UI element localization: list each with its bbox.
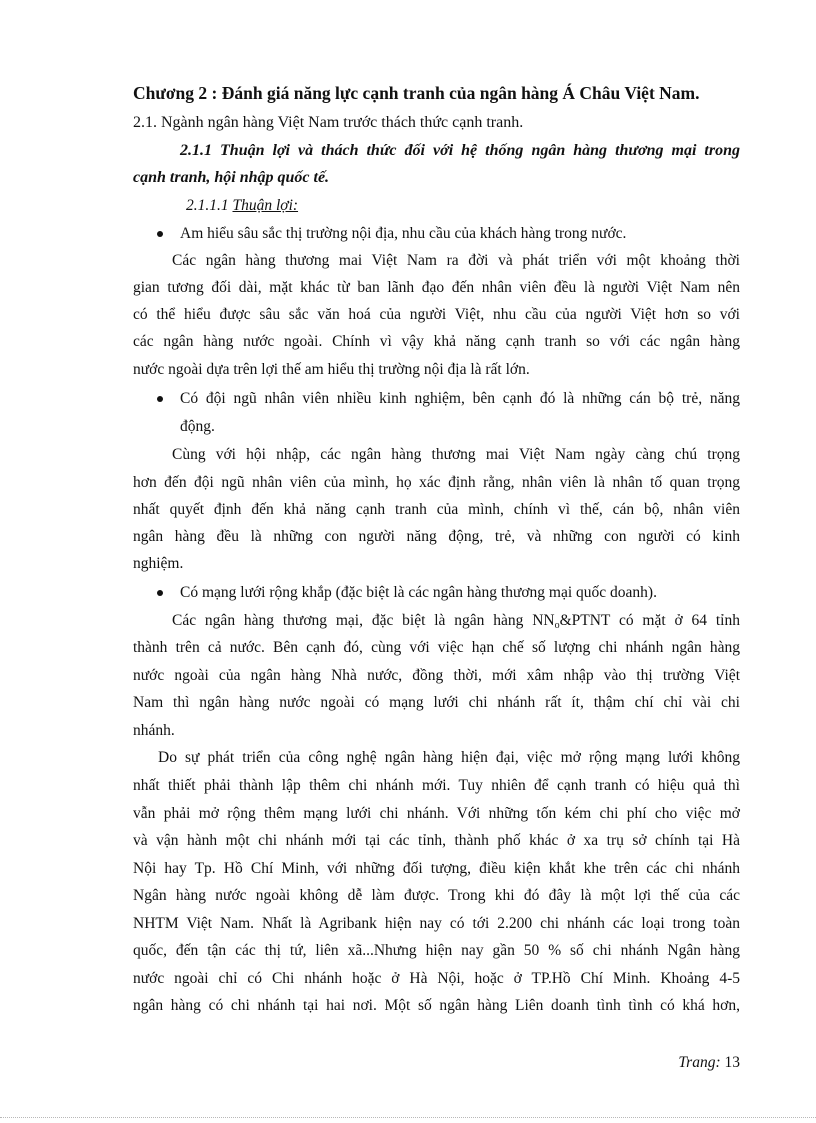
paragraph-3-line-1-end: &PTNT có mặt ở 64 tỉnh bbox=[559, 612, 740, 629]
paragraph-1-line: nước ngoài dựa trên lợi thế am hiểu thị trường nội địa là rất lớn. bbox=[133, 361, 530, 378]
bullet-item-2-line: Có đội ngũ nhân viên nhiều kinh nghiệm, bên cạnh đó là những cán bộ trẻ, năng bbox=[180, 390, 740, 407]
paragraph-4-line: quốc, đến tận các thị tứ, liên xã...Nhưng hiện nay gần 50 % số chi nhánh Ngân hàng bbox=[133, 942, 740, 959]
paragraph-4-line: NHTM Việt Nam. Nhất là Agribank hiện nay có tới 2.200 chi nhánh các loại trong toàn bbox=[133, 915, 740, 932]
subsection-title-line-1: 2.1.1 Thuận lợi và thách thức đối với hệ thống ngân hàng thương mại trong bbox=[180, 142, 740, 159]
bullet-icon bbox=[157, 590, 163, 596]
paragraph-2-line: ngân hàng đều là những con người năng động, trẻ, và những con người có kinh bbox=[133, 528, 740, 545]
paragraph-4-line: vẫn phải mở rộng thêm mạng lưới chi nhánh. Với những tốn kém chi phí cho việc mở bbox=[133, 805, 740, 822]
paragraph-1-line: Các ngân hàng thương mai Việt Nam ra đời và phát triển với một khoảng thời bbox=[172, 252, 740, 269]
paragraph-4-line: và vận hành một chi nhánh mới tại các tỉnh, thành phố khác ở xa trụ sở chính tại Hà bbox=[133, 832, 740, 849]
paragraph-4-line: ngân hàng có chi nhánh tại hai nơi. Một số ngân hàng Liên doanh tình tình có khá hơn, bbox=[133, 997, 740, 1014]
paragraph-3-line: Nam thì ngân hàng nước ngoài có mạng lưới chi nhánh rất ít, thậm chí chỉ vài chi bbox=[133, 694, 740, 711]
paragraph-4-line: Do sự phát triển của công nghệ ngân hàng hiện đại, việc mở rộng mạng lưới không bbox=[158, 749, 740, 766]
paragraph-1-line: gian tương đối dài, mặt khác từ ban lãnh đạo đến nhân viên đều là người Việt Nam nên bbox=[133, 279, 740, 296]
page-footer bbox=[640, 1054, 740, 1072]
paragraph-2-line: Cùng với hội nhập, các ngân hàng thương mai Việt Nam ngày càng chú trọng bbox=[172, 446, 740, 463]
paragraph-3-subscript: o bbox=[554, 620, 560, 631]
subsubsection-label: Thuận lợi: bbox=[232, 197, 299, 214]
page-number-label: Trang: bbox=[678, 1054, 721, 1071]
paragraph-4-line: Nội hay Tp. Hồ Chí Minh, với những đối tượng, điều kiện khắt khe trên các chi nhánh bbox=[133, 860, 740, 877]
paragraph-4-line: nước ngoài chỉ có Chi nhánh hoặc ở Hà Nội, hoặc ở TP.Hồ Chí Minh. Khoảng 4-5 bbox=[133, 970, 740, 987]
subsubsection-number: 2.1.1.1 bbox=[186, 197, 229, 214]
paragraph-3-line-1-start: Các ngân hàng thương mại, đặc biệt là ngân hàng NN bbox=[172, 612, 555, 629]
paragraph-3-line: nhánh. bbox=[133, 722, 175, 739]
paragraph-2-line: hơn đến đội ngũ nhân viên của mình, họ xác định rằng, nhân viên là nhân tố quan trọng bbox=[133, 474, 740, 491]
paragraph-1-line: các ngân hàng nước ngoài. Chính vì vậy khả năng cạnh tranh so với các ngân hàng bbox=[133, 333, 740, 350]
page-bottom-divider bbox=[0, 1117, 816, 1118]
page-number: 13 bbox=[724, 1054, 740, 1071]
bullet-item-2-line: động. bbox=[180, 418, 215, 435]
subsubsection-title bbox=[186, 196, 298, 216]
chapter-title: Chương 2 : Đánh giá năng lực cạnh tranh của ngân hàng Á Châu Việt Nam. bbox=[133, 83, 700, 103]
paragraph-3-line: nước ngoài của ngân hàng Nhà nước, đồng thời, mới xâm nhập vào thị trường Việt bbox=[133, 667, 740, 684]
section-title: 2.1. Ngành ngân hàng Việt Nam trước thách thức cạnh tranh. bbox=[133, 114, 524, 131]
bullet-icon bbox=[157, 231, 163, 237]
paragraph-4-line: Ngân hàng nước ngoài không dễ làm được. Trong khi đó đây là một lợi thế của các bbox=[133, 887, 740, 904]
paragraph-3-line bbox=[172, 611, 740, 636]
subsection-title-line-2: cạnh tranh, hội nhập quốc tế. bbox=[133, 169, 330, 186]
paragraph-4-line: nhất thiết phải thành lập thêm chi nhánh mới. Tuy nhiên để cạnh tranh có hiệu quả thì bbox=[133, 777, 740, 794]
bullet-item-3: Có mạng lưới rộng khắp (đặc biệt là các ngân hàng thương mại quốc doanh). bbox=[180, 584, 657, 601]
bullet-item-1: Am hiểu sâu sắc thị trường nội địa, nhu cầu của khách hàng trong nước. bbox=[180, 225, 627, 242]
paragraph-2-line: nghiệm. bbox=[133, 555, 184, 572]
paragraph-3-line: thành trên cả nước. Bên cạnh đó, cùng với việc hạn chế số lượng chi nhánh ngân hàng bbox=[133, 639, 740, 656]
bullet-icon bbox=[157, 396, 163, 402]
paragraph-1-line: có thể hiểu được sâu sắc văn hoá của người Việt, nhu cầu của người Việt hơn so với bbox=[133, 306, 740, 323]
paragraph-2-line: nhất quyết định đến khả năng cạnh tranh của mình, chính vì thế, cán bộ, nhân viên bbox=[133, 501, 740, 518]
